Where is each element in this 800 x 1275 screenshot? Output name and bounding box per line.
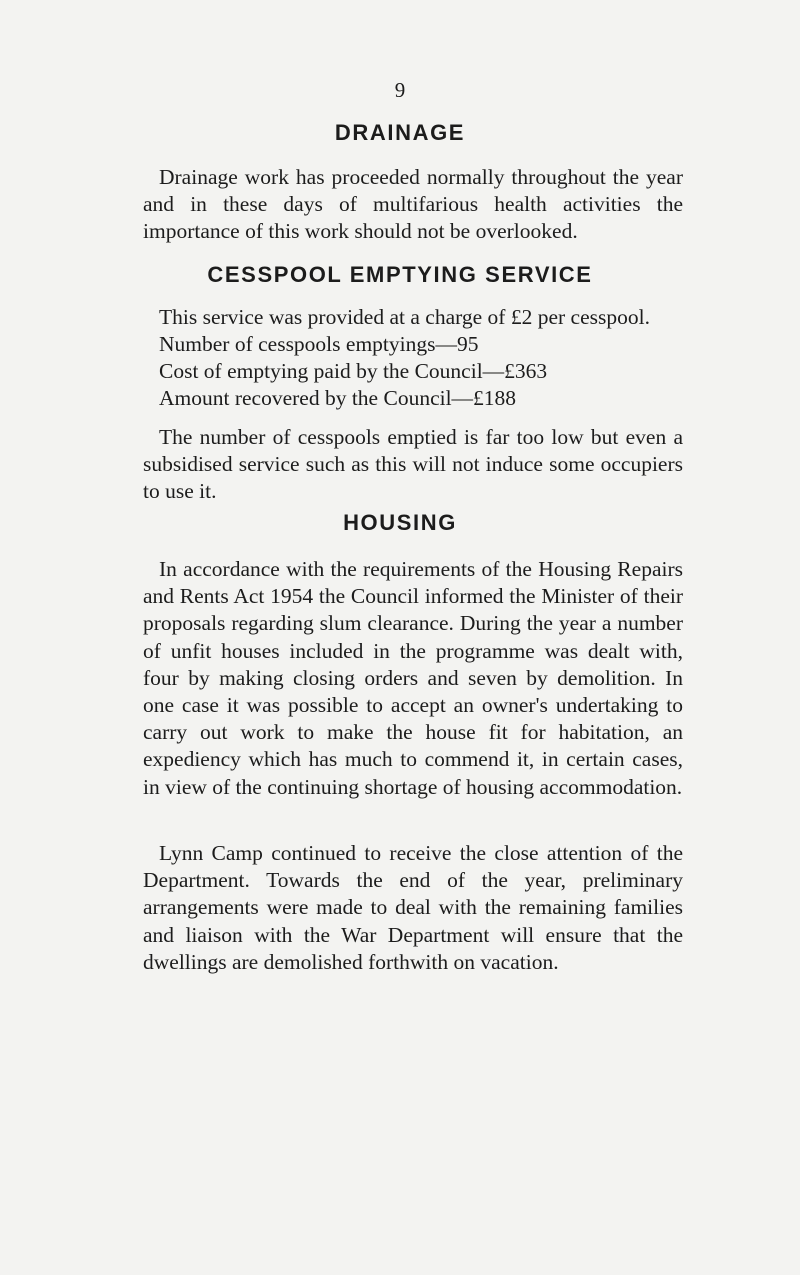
drainage-heading: DRAINAGE [334,120,466,145]
cesspool-item-emptyings: Number of cesspools emptyings—95 [159,332,479,356]
drainage-paragraph: Drainage work has proceeded normally throughout the year and in these days of multifarious health activities the importance of this work should not be overlooked. [143,165,683,244]
page-number: 9 [394,78,406,102]
cesspool-intro: This service was provided at a charge of £2 per cesspool. [159,305,650,329]
housing-heading: HOUSING [343,510,457,535]
cesspool-paragraph: The number of cesspools emptied is far too low but even a subsidised service such as this will not induce some occupiers to use it. [143,425,683,504]
housing-paragraph-1: In accordance with the requirements of the Housing Repairs and Rents Act 1954 the Council informed the Minister of their proposals regarding slum clearance. During the year a number of unfit houses included in the programme was dealt with, four by making closing orders and seven by demolition. In one case it was possible to accept an owner's undertaking to carry out work to make the house fit for habitation, an expediency which has much to commend it, in certain cases, in view of the continuing shortage of housing accommodation. [143,557,683,799]
cesspool-heading: CESSPOOL EMPTYING SERVICE [207,262,593,287]
housing-paragraph-2: Lynn Camp continued to receive the close attention of the Department. Towards the end of the year, preliminary arrangements were made to deal with the remaining families and liaison with the War Department will ensure that the dwellings are demolished forthwith on vacation. [143,841,683,974]
cesspool-item-cost: Cost of emptying paid by the Council—£363 [159,359,548,383]
cesspool-item-recovered: Amount recovered by the Council—£188 [159,386,517,410]
